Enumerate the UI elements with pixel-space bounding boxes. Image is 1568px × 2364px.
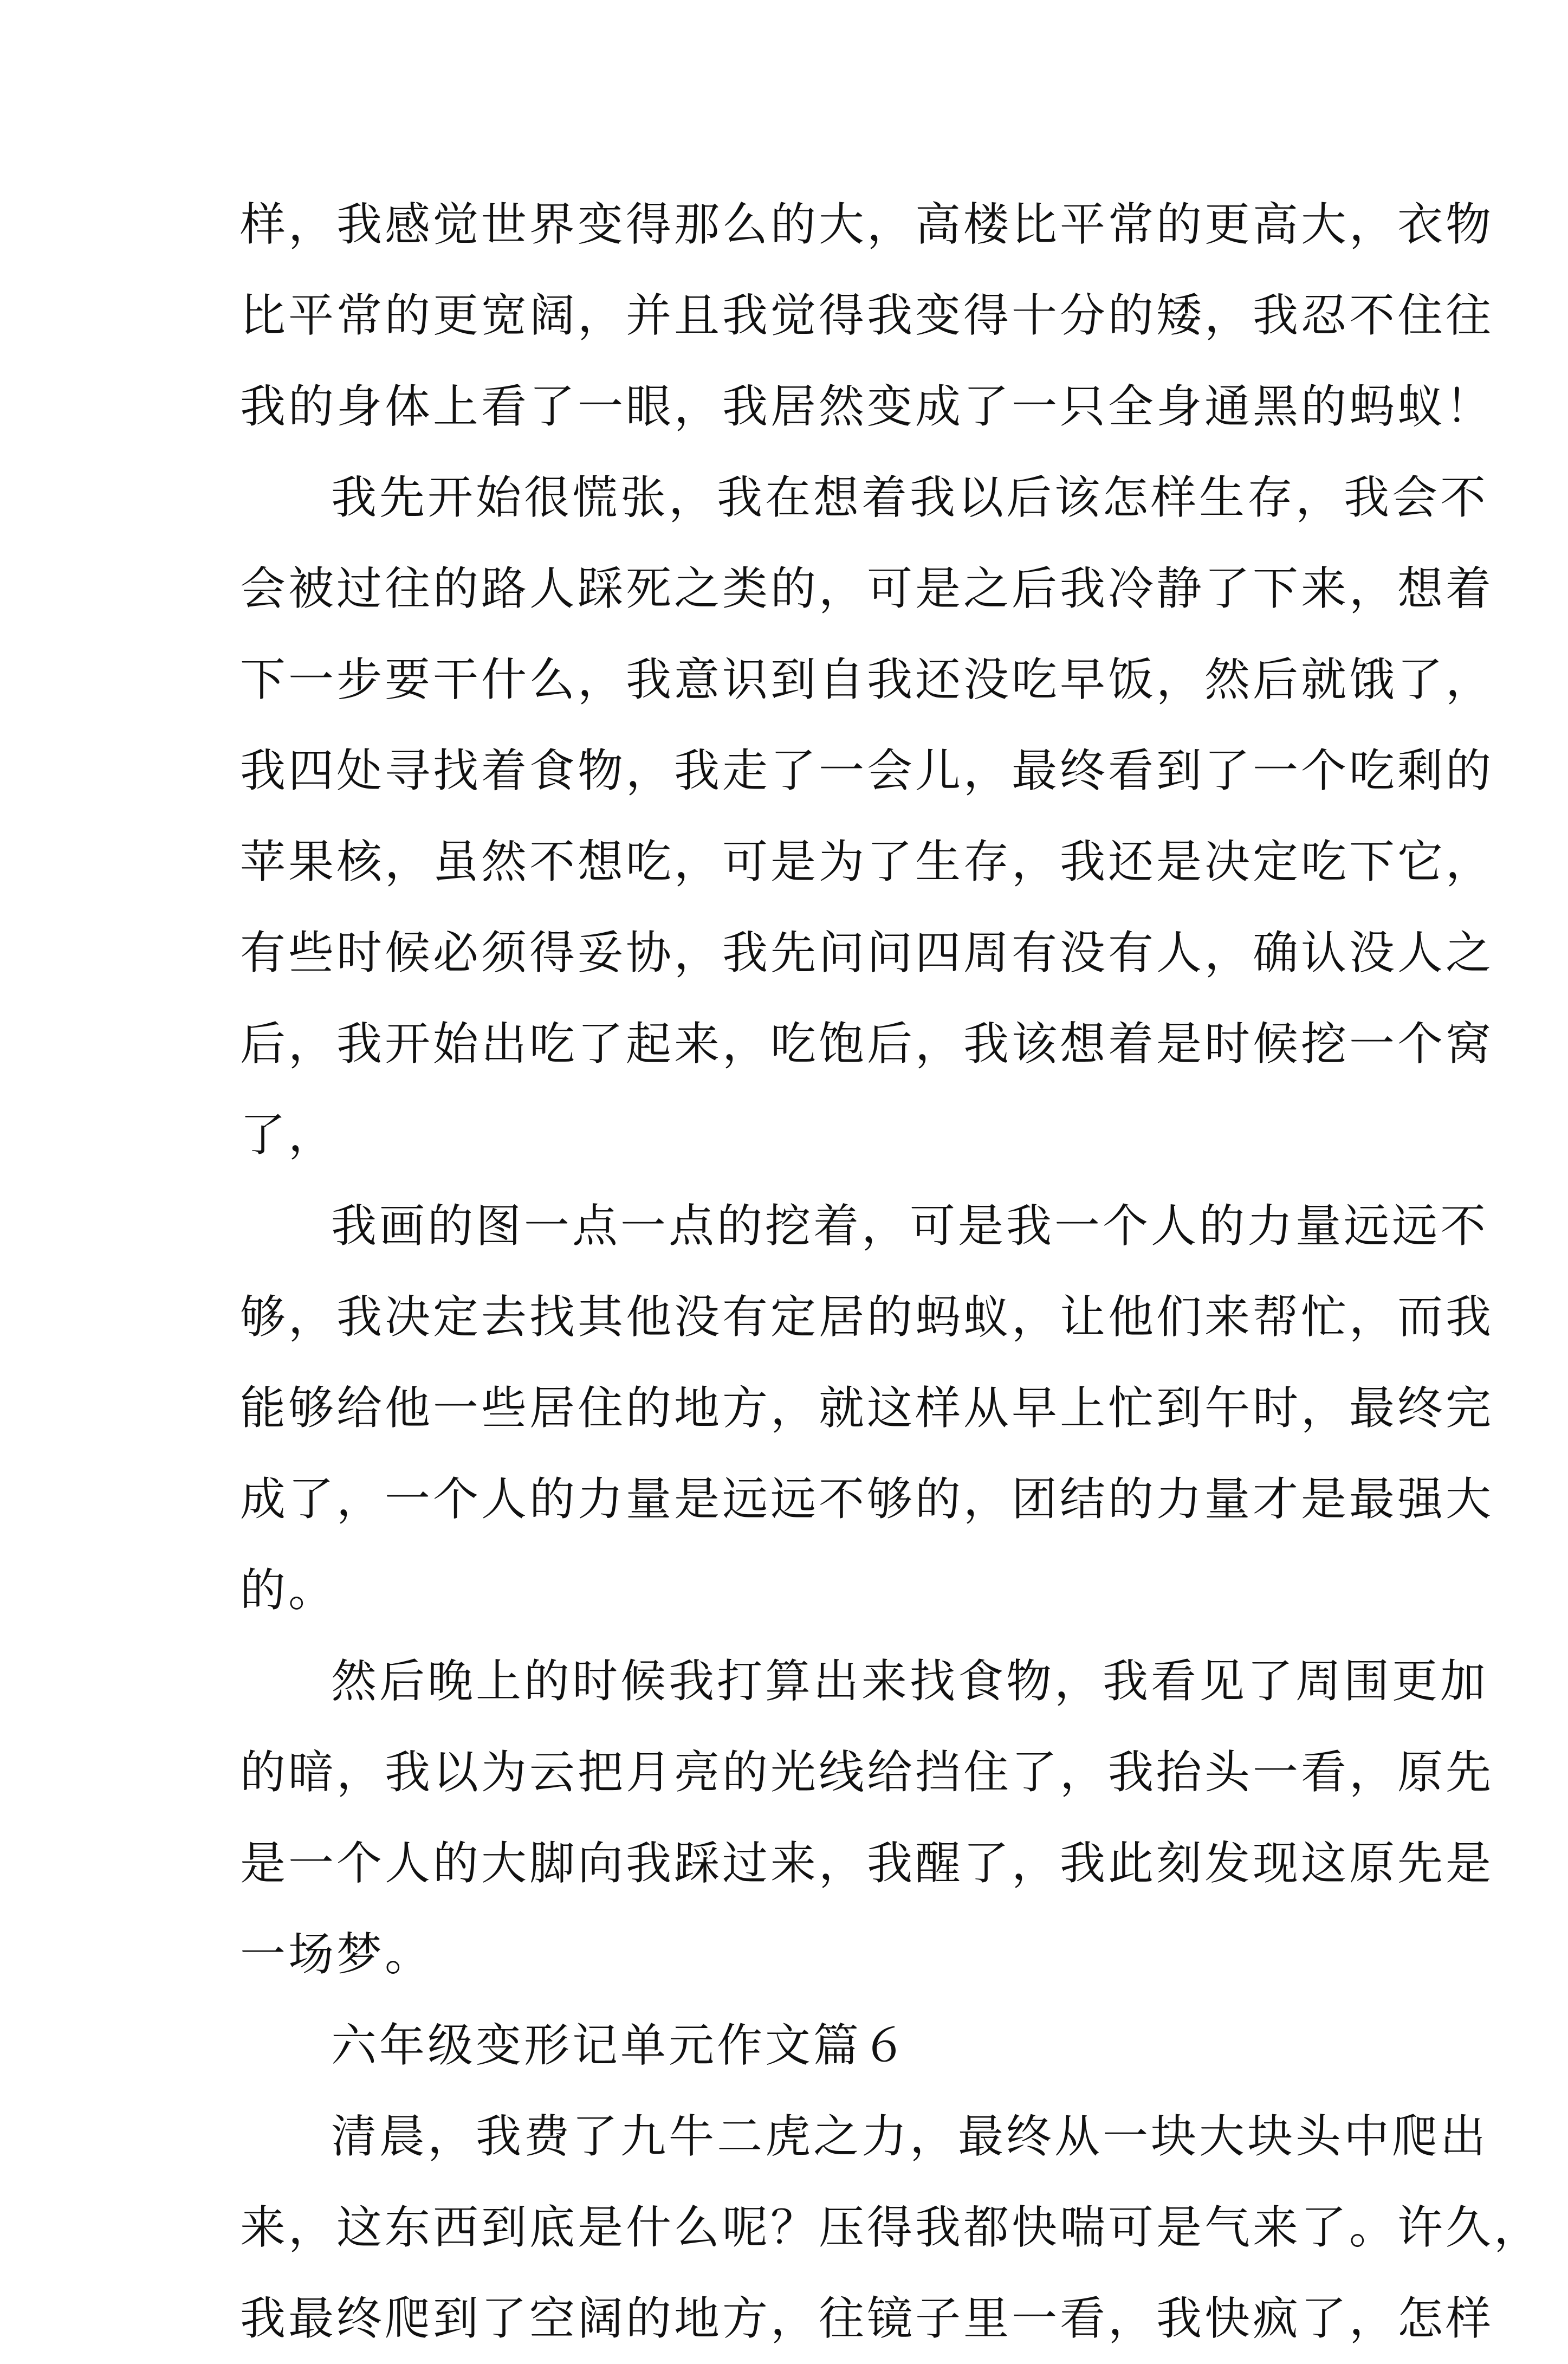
text-line: 会被过往的路人踩死之类的，可是之后我冷静了下来，想着 [240,562,1494,615]
text-line: 六年级变形记单元作文篇６ [331,2019,910,2072]
text-line: 然后晚上的时候我打算出来找食物，我看见了周围更加 [331,1655,1489,1708]
text-line: 是一个人的大脚向我踩过来，我醒了，我此刻发现这原先是 [240,1837,1494,1890]
text-line: 清晨，我费了九牛二虎之力，最终从一块大块头中爬出 [331,2110,1489,2163]
text-line: 一场梦。 [240,1928,433,1981]
text-line: 了， [240,1108,337,1161]
text-line: 比平常的更宽阔，并且我觉得我变得十分的矮，我忍不住往 [240,289,1494,342]
text-line: 下一步要干什么，我意识到自我还没吃早饭，然后就饿了， [240,653,1494,706]
essay-body [240,179,1543,2364]
text-line: 有些时候必须得妥协，我先问问四周有没有人，确认没人之 [240,926,1494,979]
text-line: 我最终爬到了空阔的地方，往镜子里一看，我快疯了，怎样 [240,2292,1494,2345]
text-line: 成了，一个人的力量是远远不够的，团结的力量才是最强大 [240,1472,1494,1526]
text-line: 我画的图一点一点的挖着，可是我一个人的力量远远不 [331,1199,1489,1252]
text-line: 样，我感觉世界变得那么的大，高楼比平常的更高大，衣物 [240,198,1494,251]
text-line: 够，我决定去找其他没有定居的蚂蚁，让他们来帮忙，而我 [240,1290,1494,1344]
text-line: 的暗，我以为云把月亮的光线给挡住了，我抬头一看，原先 [240,1746,1494,1799]
text-line: 我先开始很慌张，我在想着我以后该怎样生存，我会不 [331,471,1489,524]
text-line: 我四处寻找着食物，我走了一会儿，最终看到了一个吃剩的 [240,744,1494,797]
text-line: 苹果核，虽然不想吃，可是为了生存，我还是决定吃下它， [240,835,1494,888]
text-line: 能够给他一些居住的地方，就这样从早上忙到午时，最终完 [240,1381,1494,1435]
text-line: 我的身体上看了一眼，我居然变成了一只全身通黑的蚂蚁！ [240,380,1494,433]
text-line: 的。 [240,1564,337,1617]
text-line: 来，这东西到底是什么呢？压得我都快喘可是气来了。许久， [240,2201,1543,2254]
text-line: 后，我开始出吃了起来，吃饱后，我该想着是时候挖一个窝 [240,1017,1494,1070]
